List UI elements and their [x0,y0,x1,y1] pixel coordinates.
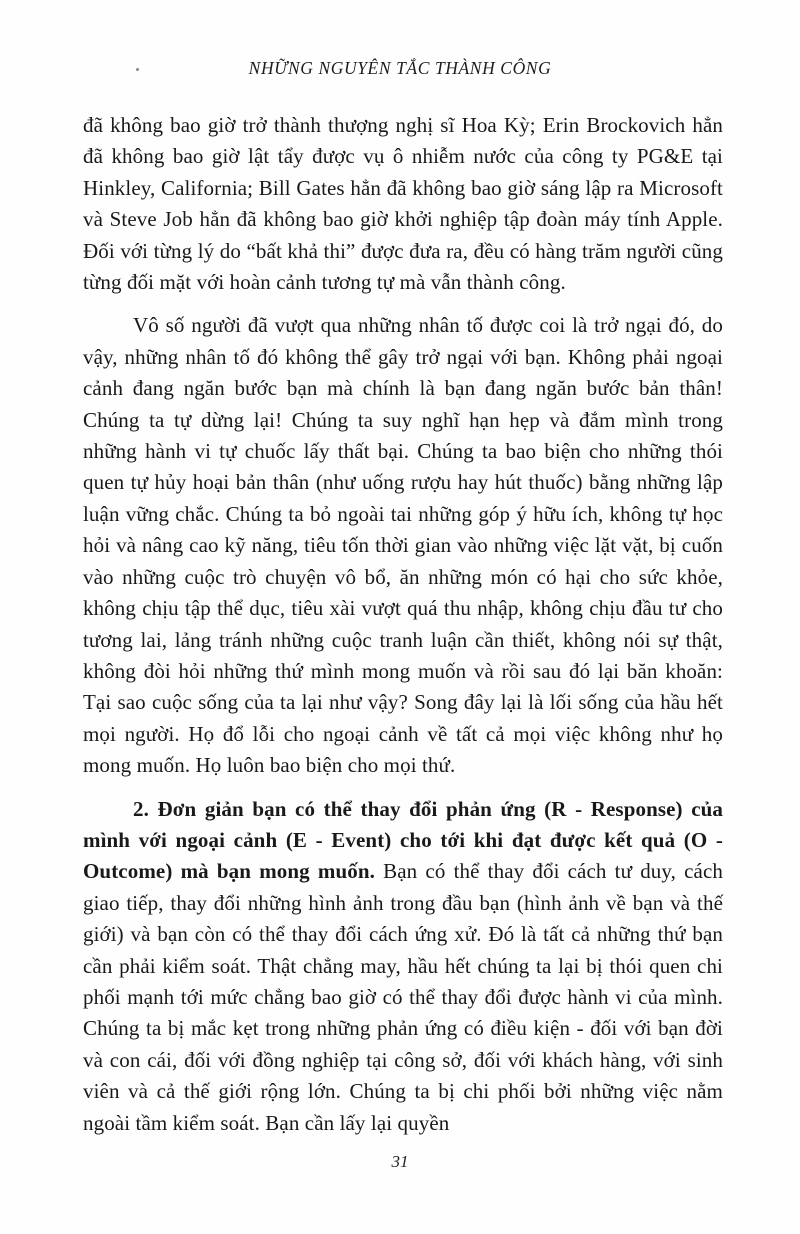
principle-bold-lead: 2. Đơn giản bạn có thể thay đổi phản ứng (R - Response) của mình với ngoại cảnh (E - Event) cho tới khi đạt được kết quả (O - Outcome) mà bạn mong muốn. [83,796,723,884]
paragraph-numbered-principle [83,794,723,1139]
running-header-title: NHỮNG NGUYÊN TẮC THÀNH CÔNG [248,58,552,78]
paragraph-continuation: đã không bao giờ trở thành thượng nghị sĩ Hoa Kỳ; Erin Brockovich hẳn đã không bao giờ lật tẩy được vụ ô nhiễm nước của công ty PG&E tại Hinkley, California; Bill Gates hẳn đã không bao giờ sáng lập ra Microsoft và Steve Job hẳn đã không bao giờ khởi nghiệp tập đoàn máy tính Apple. Đối với từng lý do “bất khả thi” được đưa ra, đều có hàng trăm người cũng từng đối mặt với hoàn cảnh tương tự mà vẫn thành công. [83,113,723,295]
paragraph-body: Vô số người đã vượt qua những nhân tố được coi là trở ngại đó, do vậy, những nhân tố đó không thể gây trở ngại với bạn. Không phải ngoại cảnh đang ngăn bước bạn mà chính là bạn đang ngăn bước bản thân! Chúng ta tự dừng lại! Chúng ta suy nghĩ hạn hẹp và đắm mình trong những hành vi tự chuốc lấy thất bại. Chúng ta bao biện cho những thói quen tự hủy hoại bản thân (như uống rượu hay hút thuốc) bằng những lập luận vững chắc. Chúng ta bỏ ngoài tai những góp ý hữu ích, không tự học hỏi và nâng cao kỹ năng, tiêu tốn thời gian vào những việc lặt vặt, bị cuốn vào những cuộc trò chuyện vô bổ, ăn những món có hại cho sức khỏe, không chịu tập thể dục, tiêu xài vượt quá thu nhập, không chịu đầu tư cho tương lai, lảng tránh những cuộc tranh luận cần thiết, không nói sự thật, không đòi hỏi những thứ mình mong muốn và rồi sau đó lại băn khoăn: Tại sao cuộc sống của ta lại như vậy? Song đây lại là lối sống của hầu hết mọi người. Họ đổ lỗi cho ngoại cảnh về tất cả mọi việc không như họ mong muốn. Họ luôn bao biện cho mọi thứ. [83,313,723,778]
principle-body-text: Bạn có thể thay đổi cách tư duy, cách giao tiếp, thay đổi những hình ảnh trong đầu bạn (hình ảnh về bạn và thế giới) và bạn còn có thể thay đổi cách ứng xử. Đó là tất cả những thứ bạn cần phải kiểm soát. Thật chẳng may, hầu hết chúng ta lại bị thói quen chi phối mạnh tới mức chẳng bao giờ có thể thay đổi được hành vi của mình. Chúng ta bị mắc kẹt trong những phản ứng có điều kiện - đối với bạn đời và con cái, đối với đồng nghiệp tại công sở, đối với khách hàng, với sinh viên và cả thế giới rộng lớn. Chúng ta bị chi phối bởi những việc nằm ngoài tầm kiểm soát. Bạn cần lấy lại quyền [83,859,723,1135]
page-number: 31 [391,1152,409,1171]
scan-artifact-dot [136,68,139,71]
page-body [83,110,723,1151]
